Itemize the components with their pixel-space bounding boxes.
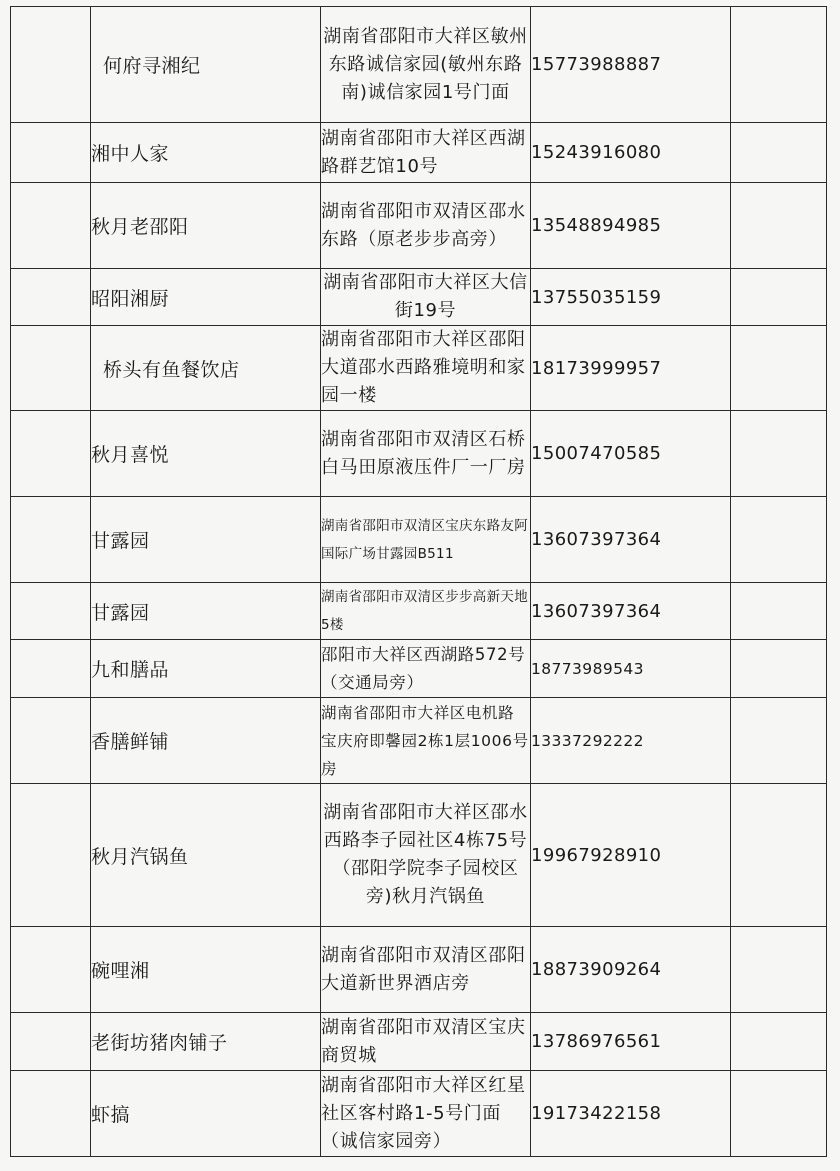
restaurant-address: 湖南省邵阳市大祥区大信街19号 — [321, 269, 531, 326]
blank-cell — [731, 698, 827, 784]
table-row — [11, 927, 827, 1013]
blank-cell — [11, 583, 91, 640]
blank-cell — [11, 183, 91, 269]
restaurant-address: 湖南省邵阳市大祥区电机路宝庆府即馨园2栋1层1006号房 — [321, 698, 531, 784]
blank-cell — [731, 784, 827, 927]
restaurant-name: 甘露园 — [91, 583, 321, 640]
restaurant-name: 秋月老邵阳 — [91, 183, 321, 269]
restaurant-name: 九和膳品 — [91, 640, 321, 698]
blank-cell — [731, 497, 827, 583]
restaurant-address: 湖南省邵阳市双清区邵水东路（原老步步高旁） — [321, 183, 531, 269]
restaurant-phone: 13337292222 — [531, 698, 731, 784]
restaurant-name: 老街坊猪肉铺子 — [91, 1013, 321, 1071]
restaurant-name: 碗哩湘 — [91, 927, 321, 1013]
blank-cell — [11, 123, 91, 183]
table-row — [11, 784, 827, 927]
table-row — [11, 411, 827, 497]
restaurant-address: 湖南省邵阳市双清区步步高新天地5楼 — [321, 583, 531, 640]
table-row — [11, 497, 827, 583]
blank-cell — [11, 1071, 91, 1157]
restaurant-address: 湖南省邵阳市大祥区邵阳大道邵水西路雅境明和家园一楼 — [321, 326, 531, 411]
blank-cell — [11, 497, 91, 583]
restaurant-table — [10, 6, 827, 1157]
blank-cell — [731, 183, 827, 269]
restaurant-phone: 13607397364 — [531, 583, 731, 640]
restaurant-address: 邵阳市大祥区西湖路572号（交通局旁） — [321, 640, 531, 698]
restaurant-name: 昭阳湘厨 — [91, 269, 321, 326]
restaurant-address: 湖南省邵阳市大祥区红星社区客村路1-5号门面（诚信家园旁） — [321, 1071, 531, 1157]
restaurant-phone: 13755035159 — [531, 269, 731, 326]
restaurant-name: 桥头有鱼餐饮店 — [91, 326, 321, 411]
restaurant-phone: 19173422158 — [531, 1071, 731, 1157]
restaurant-address: 湖南省邵阳市大祥区西湖路群艺馆10号 — [321, 123, 531, 183]
blank-cell — [11, 640, 91, 698]
restaurant-phone: 13548894985 — [531, 183, 731, 269]
table-row — [11, 123, 827, 183]
table-row — [11, 269, 827, 326]
blank-cell — [11, 7, 91, 123]
blank-cell — [731, 269, 827, 326]
restaurant-phone: 15243916080 — [531, 123, 731, 183]
blank-cell — [731, 326, 827, 411]
restaurant-phone: 13786976561 — [531, 1013, 731, 1071]
table-row — [11, 7, 827, 123]
blank-cell — [731, 7, 827, 123]
table-row — [11, 326, 827, 411]
table-row — [11, 183, 827, 269]
blank-cell — [11, 269, 91, 326]
blank-cell — [731, 583, 827, 640]
restaurant-name: 何府寻湘纪 — [91, 7, 321, 123]
restaurant-address: 湖南省邵阳市双清区邵阳大道新世界酒店旁 — [321, 927, 531, 1013]
table-row — [11, 1071, 827, 1157]
restaurant-phone: 18173999957 — [531, 326, 731, 411]
restaurant-address: 湖南省邵阳市大祥区敏州东路诚信家园(敏州东路南)诚信家园1号门面 — [321, 7, 531, 123]
restaurant-address: 湖南省邵阳市大祥区邵水西路李子园社区4栋75号（邵阳学院李子园校区旁)秋月汽锅鱼 — [321, 784, 531, 927]
table-row — [11, 1013, 827, 1071]
blank-cell — [731, 123, 827, 183]
restaurant-phone: 18773989543 — [531, 640, 731, 698]
restaurant-name: 秋月喜悦 — [91, 411, 321, 497]
restaurant-address: 湖南省邵阳市双清区宝庆商贸城 — [321, 1013, 531, 1071]
blank-cell — [11, 927, 91, 1013]
blank-cell — [11, 411, 91, 497]
blank-cell — [731, 1013, 827, 1071]
restaurant-phone: 13607397364 — [531, 497, 731, 583]
table-row — [11, 698, 827, 784]
restaurant-name: 湘中人家 — [91, 123, 321, 183]
table-row — [11, 583, 827, 640]
blank-cell — [11, 326, 91, 411]
restaurant-phone: 15773988887 — [531, 7, 731, 123]
restaurant-name: 秋月汽锅鱼 — [91, 784, 321, 927]
restaurant-phone: 18873909264 — [531, 927, 731, 1013]
blank-cell — [11, 698, 91, 784]
restaurant-name: 甘露园 — [91, 497, 321, 583]
blank-cell — [731, 927, 827, 1013]
restaurant-phone: 15007470585 — [531, 411, 731, 497]
blank-cell — [11, 784, 91, 927]
table-row — [11, 640, 827, 698]
restaurant-address: 湖南省邵阳市双清区宝庆东路友阿国际广场甘露园B511 — [321, 497, 531, 583]
blank-cell — [731, 411, 827, 497]
restaurant-phone: 19967928910 — [531, 784, 731, 927]
blank-cell — [731, 1071, 827, 1157]
blank-cell — [731, 640, 827, 698]
restaurant-address: 湖南省邵阳市双清区石桥白马田原液压件厂一厂房 — [321, 411, 531, 497]
restaurant-name: 虾搞 — [91, 1071, 321, 1157]
restaurant-name: 香膳鲜铺 — [91, 698, 321, 784]
blank-cell — [11, 1013, 91, 1071]
